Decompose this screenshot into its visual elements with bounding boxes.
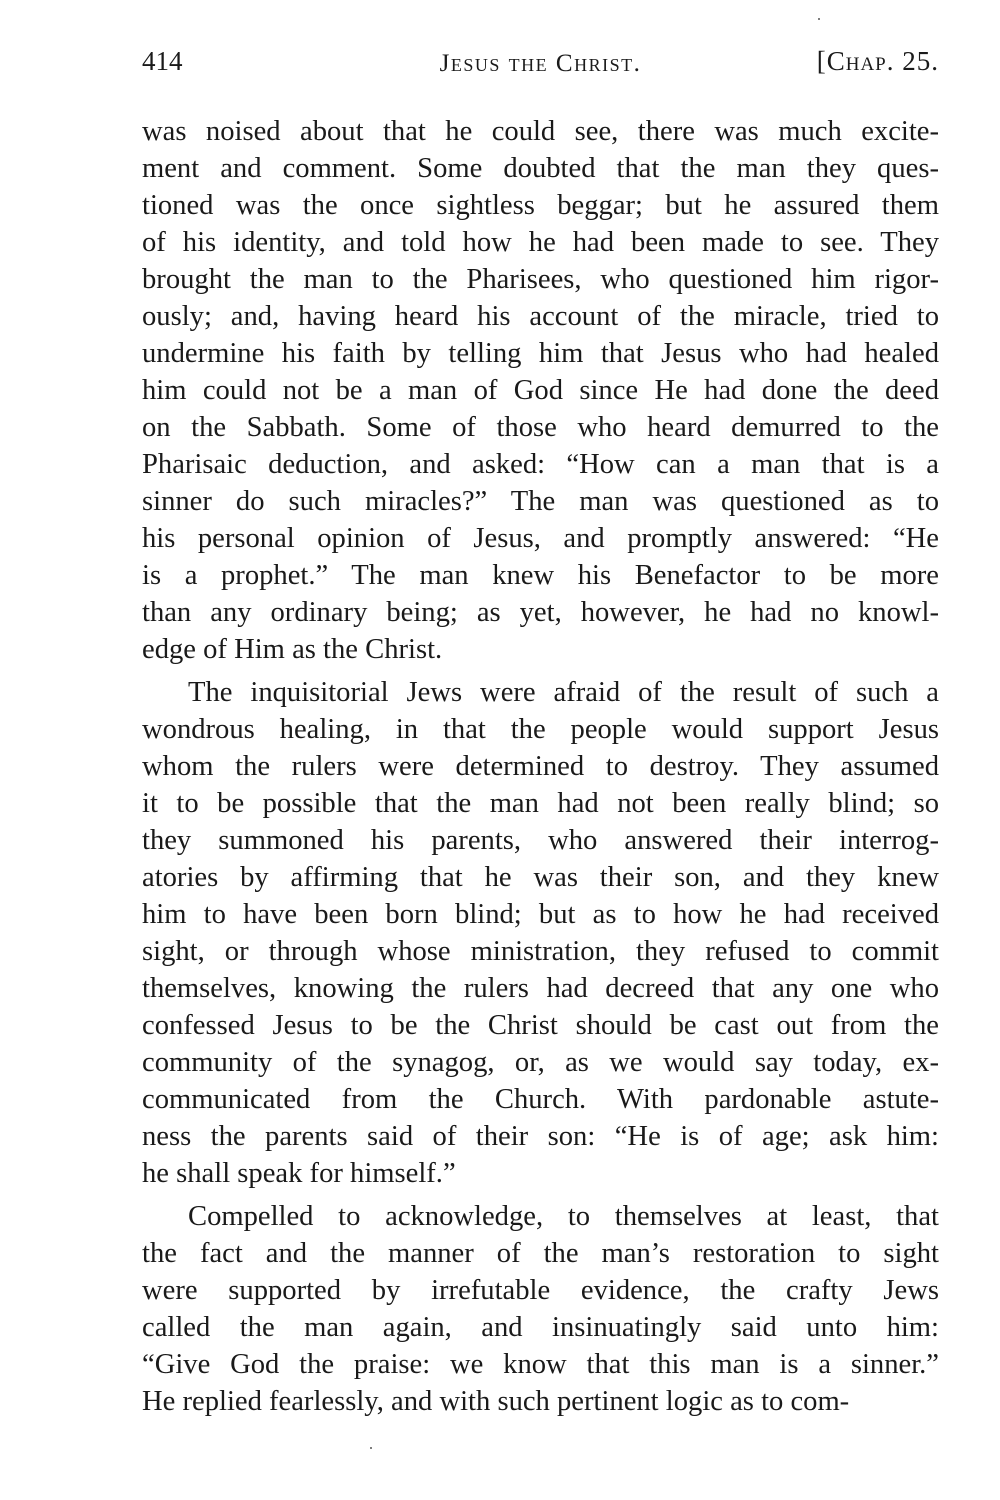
body-text — [142, 113, 939, 1420]
running-head — [142, 46, 939, 86]
text-line: He replied fearlessly, and with such pertinent logic as to com- — [142, 1386, 850, 1417]
paragraph — [142, 113, 939, 668]
text-line: communicated from the Church. With pardonable astute- — [142, 1084, 939, 1115]
text-line: wondrous healing, in that the people would support Jesus — [142, 714, 939, 745]
text-line: of his identity, and told how he had been made to see. They — [142, 227, 939, 258]
text-line: Pharisaic deduction, and asked: “How can a man that is a — [142, 449, 939, 480]
text-line: his personal opinion of Jesus, and promptly answered: “He — [142, 523, 939, 554]
paragraph — [142, 1198, 939, 1420]
text-line: him to have been born blind; but as to how he had received — [142, 899, 939, 930]
text-line: edge of Him as the Christ. — [142, 634, 443, 665]
text-line: “Give God the praise: we know that this man is a sinner.” — [142, 1349, 939, 1380]
text-line: sight, or through whose ministration, they refused to commit — [142, 936, 939, 967]
text-line: on the Sabbath. Some of those who heard demurred to the — [142, 412, 939, 443]
text-line: ously; and, having heard his account of the miracle, tried to — [142, 301, 939, 332]
text-line: him could not be a man of God since He had done the deed — [142, 375, 939, 406]
text-line: ness the parents said of their son: “He is of age; ask him: — [142, 1121, 939, 1152]
text-line: the fact and the manner of the man’s restoration to sight — [142, 1238, 939, 1269]
text-line: is a prophet.” The man knew his Benefactor to be more — [142, 560, 939, 591]
text-line: ment and comment. Some doubted that the man they ques- — [142, 153, 939, 184]
text-line: he shall speak for himself.” — [142, 1158, 456, 1189]
text-line: The inquisitorial Jews were afraid of the result of such a — [188, 677, 939, 708]
chapter-reference: [Chap. 25. — [816, 46, 939, 76]
text-line: it to be possible that the man had not been really blind; so — [142, 788, 939, 819]
text-line: whom the rulers were determined to destroy. They assumed — [142, 751, 939, 782]
page-number: 414 — [142, 46, 183, 76]
text-line: were supported by irrefutable evidence, the crafty Jews — [142, 1275, 939, 1306]
text-line: atories by affirming that he was their son, and they knew — [142, 862, 939, 893]
text-line: sinner do such miracles?” The man was questioned as to — [142, 486, 939, 517]
text-line: than any ordinary being; as yet, however, he had no knowl- — [142, 597, 939, 628]
paragraph — [142, 674, 939, 1192]
text-line: Compelled to acknowledge, to themselves at least, that — [188, 1201, 939, 1232]
print-speck — [818, 18, 820, 20]
text-line: community of the synagog, or, as we would say today, ex- — [142, 1047, 939, 1078]
text-line: tioned was the once sightless beggar; but he assured them — [142, 190, 939, 221]
text-line: confessed Jesus to be the Christ should be cast out from the — [142, 1010, 939, 1041]
book-title: Jesus the Christ. — [439, 50, 642, 77]
text-line: was noised about that he could see, there was much excite- — [142, 116, 939, 147]
text-line: themselves, knowing the rulers had decreed that any one who — [142, 973, 939, 1004]
text-line: brought the man to the Pharisees, who questioned him rigor- — [142, 264, 939, 295]
text-line: called the man again, and insinuatingly said unto him: — [142, 1312, 939, 1343]
text-line: they summoned his parents, who answered their interrog- — [142, 825, 939, 856]
text-line: undermine his faith by telling him that Jesus who had healed — [142, 338, 939, 369]
print-speck — [370, 1447, 372, 1449]
